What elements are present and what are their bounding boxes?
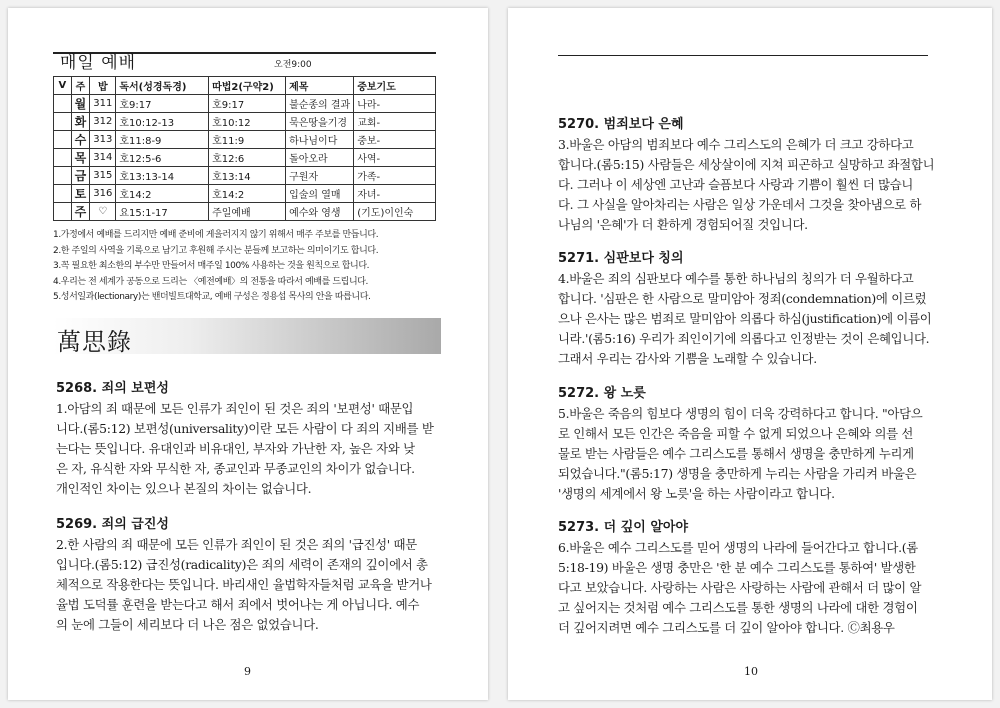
header-cell: 중보기도: [354, 77, 436, 95]
entry-heading: 5269. 죄의 급진성: [56, 517, 169, 532]
entry-line: 5.바울은 죽음의 힘보다 생명의 힘이 더욱 강력하다고 합니다. "아담으: [558, 406, 923, 421]
cell-num: 316: [90, 185, 116, 203]
cell-num: 315: [90, 167, 116, 185]
table-row: [54, 185, 436, 203]
cell-num: 313: [90, 131, 116, 149]
entry-line: 2.한 사람의 죄 때문에 모든 인류가 죄인이 된 것은 죄의 '급진성' 때문: [56, 537, 417, 552]
cell-reading: 호14:2: [116, 185, 209, 203]
cell-v: [54, 203, 72, 221]
cell-v: [54, 185, 72, 203]
cell-title: 입술의 열매: [286, 185, 354, 203]
cell-title: 불순종의 결과: [286, 95, 354, 113]
cell-prayer: 사역-: [354, 149, 436, 167]
entry-line: 은 자, 유식한 자와 무식한 자, 종교인과 무종교인의 차이가 없습니다.: [56, 461, 415, 476]
entry-body: [558, 269, 931, 369]
entry-line: 합니다.(롬5:15) 사람들은 세상살이에 지쳐 피곤하고 실망하고 좌절합니: [558, 157, 935, 172]
note-line: 3.꼭 필요한 최소한의 부수만 만들어서 매주일 100% 사용하는 것을 원칙으로 합니다.: [53, 261, 370, 271]
cell-verse: 호11:9: [209, 131, 286, 149]
entry-body: [56, 399, 434, 499]
header-cell: 독서(성경독경): [116, 77, 209, 95]
entry-heading: 5271. 심판보다 칭의: [558, 251, 684, 266]
cell-num: 312: [90, 113, 116, 131]
cell-day: 월: [71, 95, 90, 113]
cell-reading: 호11:8-9: [116, 131, 209, 149]
table-row: [54, 113, 436, 131]
table-row: [54, 149, 436, 167]
entry-line: 나님의 '은혜'가 더 환하게 경험되어질 것입니다.: [558, 217, 808, 232]
cell-day: 토: [71, 185, 90, 203]
entry-line: 체적으로 작용한다는 뜻입니다. 바리새인 율법학자들처럼 교육을 받거나: [56, 577, 432, 592]
note-line: 1.가정에서 예배를 드리지만 예배 준비에 게을러지지 않기 위해서 매주 주보를 만듭니다.: [53, 230, 379, 240]
cell-reading: 호10:12-13: [116, 113, 209, 131]
cell-title: 예수와 영생: [286, 203, 354, 221]
entry-line: 다고 보았습니다. 사랑하는 사람은 사랑하는 사람에 관해서 더 많이 알: [558, 580, 922, 595]
entry-line: 1.아담의 죄 때문에 모든 인류가 죄인이 된 것은 죄의 '보편성' 때문입: [56, 401, 414, 416]
cell-reading: 호12:5-6: [116, 149, 209, 167]
header-cell: 밥: [90, 77, 116, 95]
entry-body: [558, 135, 934, 235]
entry-line: 6.바울은 예수 그리스도를 믿어 생명의 나라에 들어간다고 합니다.(롬: [558, 540, 918, 555]
table-row: [54, 95, 436, 113]
entry-line: 는다는 뜻입니다. 유대인과 비유대인, 부자와 가난한 자, 높은 자와 낮: [56, 441, 415, 456]
entry-line: '생명의 세계에서 왕 노릇'을 하는 사람이라고 합니다.: [558, 486, 835, 501]
header-cell: 제목: [286, 77, 354, 95]
cell-v: [54, 131, 72, 149]
page-number: 10: [744, 665, 758, 678]
cell-v: [54, 113, 72, 131]
cell-prayer: 나라-: [354, 95, 436, 113]
entry-body: [56, 535, 432, 635]
cell-v: [54, 149, 72, 167]
entry-heading: 5270. 범죄보다 은혜: [558, 117, 684, 132]
entry-line: 다. 그러나 이 세상엔 고난과 슬픔보다 사랑과 기쁨이 훨씬 더 많습니: [558, 177, 914, 192]
cell-prayer: 가족-: [354, 167, 436, 185]
page-number: 9: [244, 665, 251, 678]
entry-body: [558, 538, 921, 638]
cell-reading: 호13:13-14: [116, 167, 209, 185]
daily-worship-time: 오전9:00: [274, 60, 312, 70]
cell-reading: 요15:1-17: [116, 203, 209, 221]
cell-day: 수: [71, 131, 90, 149]
cell-num: ♡: [90, 203, 116, 221]
cell-verse: 호14:2: [209, 185, 286, 203]
entry-line: 5:18-19) 바울은 생명 충만은 '한 분 예수 그리스도를 통하여' 발생한: [558, 560, 916, 575]
entry-line: 으나 은사는 많은 범죄로 말미암아 의롭다 하심(justification)에 이름이: [558, 311, 932, 326]
entry-line: 다. 그 사실을 알아차리는 사람은 일상 가운데서 그것을 찾아냄으로 하: [558, 197, 922, 212]
table-header-row: [54, 77, 436, 95]
cell-prayer: 교회-: [354, 113, 436, 131]
cell-title: 하나님이다: [286, 131, 354, 149]
entry-body: [558, 404, 922, 504]
section-title: 萬思錄: [57, 328, 132, 356]
cell-prayer: (기도)이인숙: [354, 203, 436, 221]
cell-v: [54, 95, 72, 113]
cell-reading: 호9:17: [116, 95, 209, 113]
cell-num: 314: [90, 149, 116, 167]
cell-v: [54, 167, 72, 185]
note-line: 4.우리는 전 세계가 공동으로 드리는 〈예전예배〉의 전통을 따라서 예배를 드립니다.: [53, 276, 369, 287]
cell-day: 화: [71, 113, 90, 131]
entry-line: 고 싶어지는 것처럼 예수 그리스도를 통한 생명의 나라에 대한 경험이: [558, 600, 918, 615]
header-cell: 따법2(구약2): [209, 77, 286, 95]
cell-title: 구원자: [286, 167, 354, 185]
entry-line: 되었습니다."(롬5:17) 생명을 충만하게 누리는 사람을 가리켜 바울은: [558, 466, 917, 481]
entry-heading: 5272. 왕 노릇: [558, 386, 646, 401]
worship-notes: [53, 228, 443, 306]
header-cell: 주: [71, 77, 90, 95]
entry-line: 물로 받는 사람들은 예수 그리스도를 통해서 생명을 충만하게 누리게: [558, 446, 914, 461]
section-title-bar: [53, 318, 441, 354]
entry-line: 로 인해서 모든 인간은 죽음을 피할 수 없게 되었으나 은혜와 의를 선: [558, 426, 914, 441]
note-line: 2.한 주일의 사역을 기록으로 남기고 후원해 주시는 분들께 보고하는 의미이기도 합니다.: [53, 245, 379, 256]
entry-heading: 5273. 더 깊이 알아야: [558, 520, 689, 535]
entry-line: 율법 도덕률 훈련을 받는다고 해서 죄에서 벗어나는 게 아닙니다. 예수: [56, 597, 420, 612]
entry-line: 더 깊어지려면 예수 그리스도를 더 깊이 알아야 합니다. Ⓒ최용우: [558, 620, 895, 635]
cell-prayer: 자녀-: [354, 185, 436, 203]
cell-verse: 호12:6: [209, 149, 286, 167]
note-line: 5.성서일과(lectionary)는 밴더빌트대학교, 예배 구성은 정용섭 목사의 안을 따릅니다.: [53, 292, 371, 302]
cell-day: 주: [71, 203, 90, 221]
entry-line: 니다.(롬5:12) 보편성(universality)이란 모든 사람이 다 죄의 지배를 받: [56, 421, 434, 436]
entry-line: 합니다. '심판은 한 사람으로 말미암아 정죄(condemnation)에 이르렀: [558, 291, 927, 306]
entry-line: 그래서 우리는 감사와 기쁨을 노래할 수 있습니다.: [558, 351, 817, 366]
entry-line: 4.바울은 죄의 심판보다 예수를 통한 하나님의 칭의가 더 우월하다고: [558, 271, 914, 286]
cell-num: 311: [90, 95, 116, 113]
entry-heading: 5268. 죄의 보편성: [56, 381, 169, 396]
cell-verse: 호10:12: [209, 113, 286, 131]
entry-line: 3.바울은 아담의 범죄보다 예수 그리스도의 은혜가 더 크고 강하다고: [558, 137, 914, 152]
cell-verse: 호9:17: [209, 95, 286, 113]
cell-title: 묵은땅을기경: [286, 113, 354, 131]
entry-line: 의 눈에 그들이 세리보다 더 나은 점은 없었습니다.: [56, 617, 319, 632]
right-page-top-rule: [558, 55, 928, 56]
header-cell: V: [54, 77, 72, 95]
table-row: [54, 203, 436, 221]
table-row: [54, 167, 436, 185]
table-row: [54, 131, 436, 149]
cell-day: 목: [71, 149, 90, 167]
daily-worship-title: 매일 예배: [60, 53, 137, 73]
entry-line: 입니다.(롬5:12) 급진성(radicality)은 죄의 세력이 존재의 깊이에서 총: [56, 557, 428, 572]
entry-line: 개인적인 차이는 있으나 본질의 차이는 없습니다.: [56, 481, 312, 496]
daily-worship-table: [53, 76, 436, 221]
entry-line: 니라.'(롬5:16) 우리가 죄인이기에 의롭다고 인정받는 것이 은혜입니다.: [558, 331, 930, 346]
cell-verse: 호13:14: [209, 167, 286, 185]
cell-day: 금: [71, 167, 90, 185]
cell-verse: 주일예배: [209, 203, 286, 221]
cell-title: 돌아오라: [286, 149, 354, 167]
cell-prayer: 중보-: [354, 131, 436, 149]
